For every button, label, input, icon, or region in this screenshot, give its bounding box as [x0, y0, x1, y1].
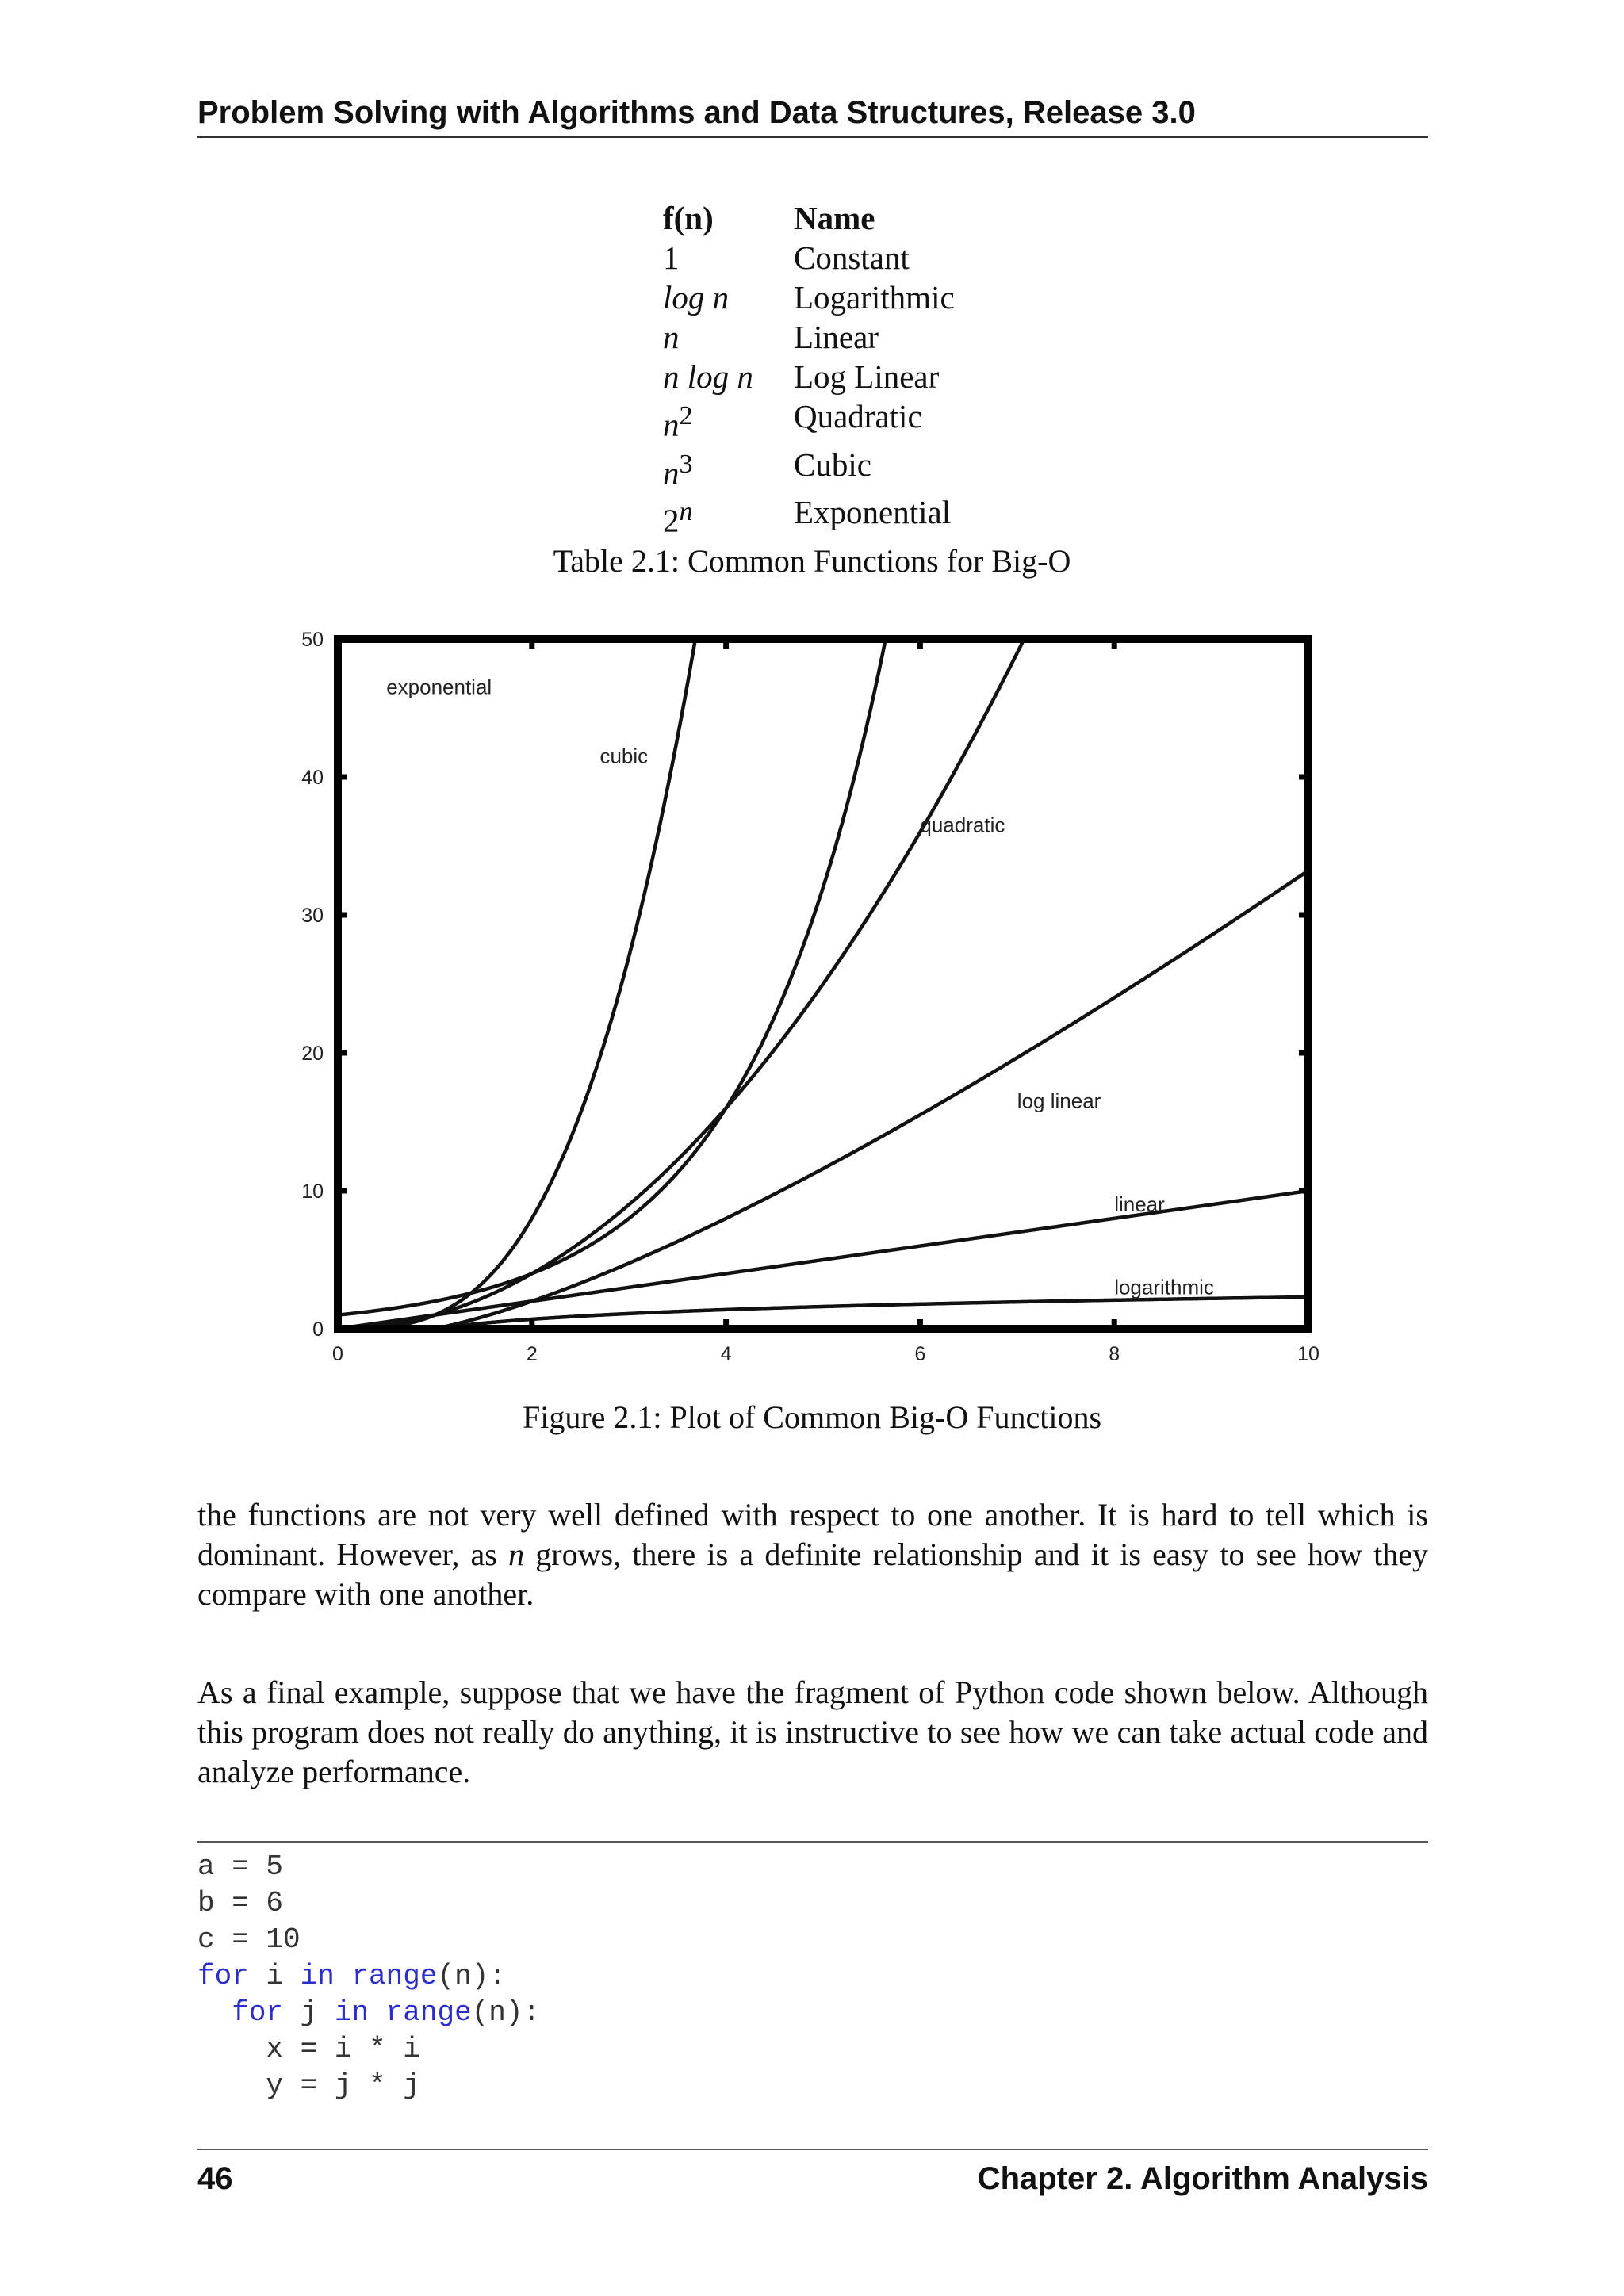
code-keyword: for: [197, 1960, 249, 1992]
chapter-title: Chapter 2. Algorithm Analysis: [977, 2161, 1428, 2196]
fn-text: log n: [663, 279, 730, 316]
table-cell-fn: [663, 277, 794, 317]
y-tick-label: 40: [301, 767, 324, 789]
x-tick-label: 0: [332, 1343, 343, 1365]
code-indent: [197, 1996, 232, 2029]
series-line-cubic: [338, 618, 718, 1329]
x-tick-label: 4: [720, 1343, 732, 1365]
big-o-functions-table: [663, 198, 955, 541]
code-text: [335, 1960, 352, 1992]
table-caption: Table 2.1: Common Functions for Big-O: [553, 543, 1071, 579]
table-header-row: [663, 198, 955, 238]
code-line: a = 5: [197, 1850, 284, 1883]
variable-n: n: [508, 1536, 525, 1572]
series-label: logarithmic: [1114, 1275, 1214, 1299]
page-footer: [197, 2149, 1428, 2206]
series-label: log linear: [1017, 1089, 1101, 1113]
code-line: [197, 1958, 506, 1995]
y-tick-label: 50: [301, 629, 324, 651]
table-header-fn: f(n): [663, 200, 714, 236]
table-cell-name: Constant: [794, 239, 910, 276]
table-cell-fn: [663, 357, 794, 396]
figure-caption: Figure 2.1: Plot of Common Big-O Functions: [522, 1399, 1102, 1435]
series-label: linear: [1114, 1192, 1165, 1217]
table-row: [663, 492, 955, 541]
series-line-quadratic: [338, 618, 1090, 1329]
fn-text: 2: [663, 502, 680, 539]
page-number: 46: [197, 2161, 233, 2196]
series-label: exponential: [386, 675, 492, 699]
code-builtin: range: [351, 1960, 438, 1992]
table-cell-name: Exponential: [794, 494, 952, 531]
y-tick-label: 20: [301, 1043, 324, 1065]
x-tick-label: 10: [1297, 1343, 1320, 1365]
table-row: [663, 238, 955, 277]
table-cell-fn: [663, 238, 794, 277]
table-cell-fn: [663, 396, 794, 445]
x-tick-label: 8: [1109, 1343, 1120, 1365]
code-line: b = 6: [197, 1887, 284, 1919]
paragraph-comparison: [197, 1495, 1428, 1614]
code-text: i: [248, 1960, 301, 1992]
fn-text: n: [663, 454, 680, 492]
paragraph-text: grows, there is a definite relationship and it is easy to see how they compare with one another.: [197, 1536, 1428, 1612]
x-tick-label: 2: [526, 1343, 538, 1365]
table-header-name: Name: [794, 200, 875, 236]
table-cell-fn: [663, 492, 794, 541]
code-text: [369, 1996, 386, 2029]
series-label: quadratic: [920, 813, 1005, 837]
y-tick-label: 10: [301, 1181, 324, 1203]
running-header: Problem Solving with Algorithms and Data Structures, Release 3.0: [197, 89, 1428, 138]
fn-text: n log n: [663, 358, 753, 395]
fn-text: n: [663, 319, 680, 355]
table-cell-name: Cubic: [794, 446, 871, 483]
code-text: (n):: [471, 1996, 541, 2029]
y-tick-label: 0: [312, 1318, 324, 1341]
code-keyword: for: [232, 1996, 284, 2029]
table-cell-name: Quadratic: [794, 398, 922, 434]
code-text: (n):: [437, 1960, 506, 1992]
code-line: y = j * j: [197, 2069, 420, 2102]
big-o-plot: [285, 618, 1348, 1372]
code-builtin: range: [385, 1996, 472, 2029]
y-tick-label: 30: [301, 905, 324, 927]
x-tick-label: 6: [914, 1343, 926, 1365]
table-row: [663, 396, 955, 445]
table-cell-name: Logarithmic: [794, 279, 955, 316]
series-label: cubic: [599, 744, 649, 768]
python-code-block: [197, 1841, 1428, 2112]
code-keyword: in: [334, 1996, 370, 2029]
table-cell-fn: [663, 317, 794, 357]
table-row: [663, 445, 955, 493]
table-cell-name: Linear: [794, 319, 879, 355]
series-line-logarithmic: [435, 1297, 1308, 1329]
code-text: j: [283, 1996, 335, 2029]
table-row: [663, 357, 955, 396]
table-row: [663, 317, 955, 357]
code-line: x = i * i: [197, 2033, 420, 2065]
fn-exponent: 3: [679, 449, 693, 479]
table-row: [663, 277, 955, 317]
code-line: c = 10: [197, 1923, 301, 1956]
code-keyword: in: [300, 1960, 335, 1992]
table-cell-fn: [663, 445, 794, 493]
fn-exponent: n: [679, 497, 693, 527]
fn-text: 1: [663, 239, 680, 276]
table-cell-name: Log Linear: [794, 358, 940, 395]
fn-exponent: 2: [679, 401, 693, 430]
paragraph-text: the functions are not very well defined with respect to one another. It is hard to tell which is dominant. However, as: [197, 1497, 1428, 1572]
code-line: [197, 1995, 540, 2031]
fn-text: n: [663, 406, 680, 443]
paragraph-final-example: As a final example, suppose that we have the fragment of Python code shown below. Although this program does not really do anything, it is instructive to see how we can take actual code and analyze performance.: [197, 1674, 1428, 1789]
